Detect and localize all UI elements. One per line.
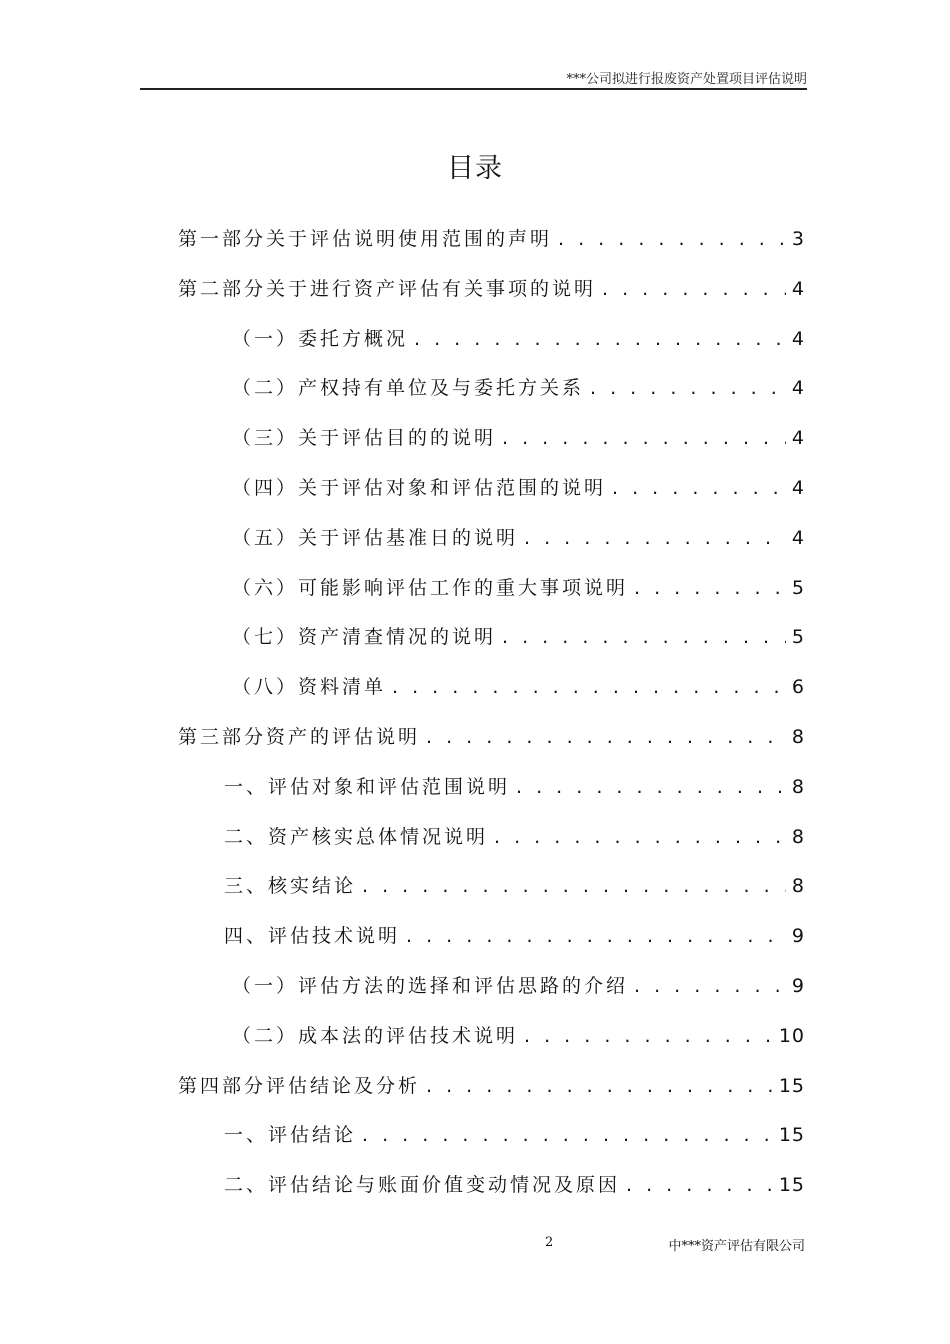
toc-entry[interactable]	[178, 274, 805, 304]
toc-entry-label: （四）关于评估对象和评估范围的说明	[232, 477, 607, 499]
toc-leader-dots	[612, 477, 786, 499]
toc-entry-page: 9	[791, 925, 805, 948]
toc-leader-dots	[502, 427, 786, 449]
toc-entry[interactable]	[224, 1120, 805, 1150]
toc-entry[interactable]	[178, 224, 805, 254]
footer-organization: 中***资产评估有限公司	[668, 1239, 805, 1254]
toc-entry-label: 一、评估结论	[224, 1124, 357, 1147]
toc-leader-dots	[392, 676, 786, 698]
toc-entry-page: 3	[791, 228, 805, 250]
toc-leader-dots	[626, 1174, 773, 1196]
toc-entry-page: 4	[791, 327, 805, 350]
toc-entry-page: 8	[791, 875, 805, 898]
toc-leader-dots	[590, 377, 786, 399]
toc-entry-label: 第三部分资产的评估说明	[178, 726, 421, 748]
toc-entry-label: （一）评估方法的选择和评估思路的介绍	[232, 975, 629, 997]
toc-entry[interactable]	[232, 1021, 805, 1051]
toc-entry[interactable]	[232, 324, 805, 354]
toc-entry-page: 8	[791, 775, 805, 798]
toc-entry-label: 第四部分评估结论及分析	[178, 1074, 421, 1097]
toc-leader-dots	[524, 527, 786, 549]
toc-entry-label: （六）可能影响评估工作的重大事项说明	[232, 576, 629, 599]
toc-entry-label: 四、评估技术说明	[224, 925, 401, 948]
toc-leader-dots	[426, 726, 786, 748]
toc-entry-page: 4	[791, 427, 805, 450]
page-number: 2	[545, 1235, 554, 1250]
toc-entry-page: 6	[791, 676, 805, 699]
toc-entry-page: 4	[791, 526, 805, 549]
header-divider	[140, 88, 807, 90]
toc-entry-label: （八）资料清单	[232, 676, 387, 699]
toc-entry-label: （七）资产清查情况的说明	[232, 626, 497, 649]
toc-leader-dots	[362, 875, 786, 897]
toc-leader-dots	[414, 328, 786, 350]
toc-entry-label: （三）关于评估目的的说明	[232, 427, 497, 450]
toc-leader-dots	[494, 826, 786, 848]
toc-entry[interactable]	[224, 822, 805, 852]
toc-entry[interactable]	[178, 1071, 805, 1101]
toc-entry[interactable]	[232, 423, 805, 453]
toc-entry-label: （一）委托方概况	[232, 327, 409, 350]
toc-entry-label: 二、资产核实总体情况说明	[224, 825, 489, 848]
toc-leader-dots	[602, 278, 786, 300]
toc-entry-label: （二）产权持有单位及与委托方关系	[232, 377, 585, 400]
toc-leader-dots	[558, 228, 786, 250]
toc-entry-page: 5	[791, 576, 805, 599]
toc-leader-dots	[406, 925, 786, 947]
toc-entry[interactable]	[232, 523, 805, 553]
toc-entry[interactable]	[178, 722, 805, 752]
toc-entry-page: 15	[778, 1074, 805, 1097]
toc-leader-dots	[634, 577, 786, 599]
toc-entry[interactable]	[224, 772, 805, 802]
toc-leader-dots	[362, 1124, 773, 1146]
toc-leader-dots	[516, 776, 786, 798]
toc-entry-label: 三、核实结论	[224, 875, 357, 898]
toc-entry-page: 4	[791, 377, 805, 400]
toc-entry-page: 15	[778, 1124, 805, 1147]
toc-entry-label: （二）成本法的评估技术说明	[232, 1024, 519, 1047]
toc-entry-page: 8	[791, 825, 805, 848]
toc-entry-page: 4	[791, 477, 805, 499]
toc-leader-dots	[502, 626, 786, 648]
toc-entry[interactable]	[232, 473, 805, 503]
page-title: 目录	[447, 153, 503, 184]
toc-entry[interactable]	[224, 1170, 805, 1200]
toc-entry[interactable]	[232, 672, 805, 702]
running-header: ***公司拟进行报废资产处置项目评估说明	[566, 72, 807, 87]
toc-entry-page: 10	[778, 1024, 805, 1047]
toc-entry[interactable]	[232, 971, 805, 1001]
toc-entry[interactable]	[232, 573, 805, 603]
toc-entry-page: 4	[791, 277, 805, 300]
toc-entry-page: 15	[778, 1174, 805, 1197]
toc-entry[interactable]	[224, 871, 805, 901]
toc-leader-dots	[634, 975, 786, 997]
toc-entry-label: 第二部分关于进行资产评估有关事项的说明	[178, 277, 597, 300]
toc-entry-label: 一、评估对象和评估范围说明	[224, 775, 511, 798]
toc-entry[interactable]	[224, 921, 805, 951]
toc-entry-label: 第一部分关于评估说明使用范围的声明	[178, 228, 553, 250]
toc-entry-label: （五）关于评估基准日的说明	[232, 526, 519, 549]
toc-entry-page: 5	[791, 626, 805, 649]
toc-leader-dots	[524, 1025, 773, 1047]
toc-entry-label: 二、评估结论与账面价值变动情况及原因	[224, 1174, 621, 1197]
toc-entry-page: 8	[791, 726, 805, 748]
toc-entry[interactable]	[232, 373, 805, 403]
toc-entry[interactable]	[232, 622, 805, 652]
toc-entry-page: 9	[791, 975, 805, 997]
toc-leader-dots	[426, 1075, 773, 1097]
